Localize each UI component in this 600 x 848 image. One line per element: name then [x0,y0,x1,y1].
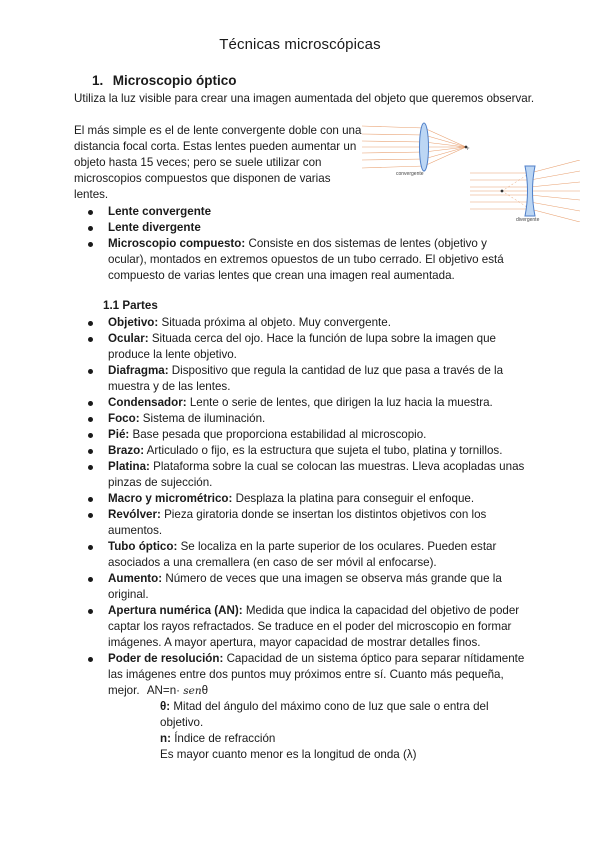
bullet-icon [88,609,93,614]
formula-theta: θ [201,684,209,697]
theta-definition [108,699,534,731]
bullet-icon [88,401,93,406]
item-text: Consiste en dos sistemas de lentes (objetivo y ocular), montados en extremos opuestos de un tubo cerrado. El objetivo está compuesto de varias lentes que crean una imagen real aumentada. [108,237,504,282]
n-text: Índice de refracción [174,732,276,745]
item-text: Situada próxima al objeto. Muy convergente. [161,316,391,329]
page-title: Técnicas microscópicas [219,36,381,53]
bullet-icon [88,433,93,438]
item-text: Desplaza la platina para conseguir el enfoque. [235,492,475,505]
section-1-1-heading: 1.1 Partes [103,299,158,312]
item-text: Pieza giratoria donde se insertan los distintos objetivos con los aumentos. [108,508,487,537]
bullet-icon [88,242,93,247]
item-term: Pié: [108,428,130,441]
item-text: Situada cerca del ojo. Hace la función de lupa sobre la imagen que produce la lente objetivo. [108,332,497,361]
convergent-label: convergente [396,171,424,176]
bullet-icon [88,545,93,550]
item-text: Sistema de iluminación. [142,412,266,425]
item-text: Medida que indica la capacidad del objetivo de poder captar los rayos refractados. Se traduce en el poder del microscopio en formar imágenes. A mayor apertura, mayor capacidad de mostrar detalles finos. [108,604,520,649]
formula-prefix: AN=n· [146,684,180,697]
item-term: Apertura numérica (AN): [108,604,243,617]
item-term: Objetivo: [108,316,159,329]
list-item [84,603,534,651]
formula-function: sen [183,685,202,697]
wavelength-note: Es mayor cuanto menor es la longitud de onda (λ) [160,748,417,761]
bullet-icon [88,337,93,342]
item-term: Brazo: [108,444,145,457]
list-item [84,651,534,763]
list-item [84,443,534,459]
bullet-icon [88,577,93,582]
item-text: Se localiza en la parte superior de los oculares. Pueden estar asociados a una cremallera (en caso de ser móvil al enfocarse). [108,540,497,569]
theta-term: θ: [160,700,171,713]
item-text: Dispositivo que regula la cantidad de luz que pasa a través de la muestra y de las lentes. [108,364,504,393]
section-1-title: Microscopio óptico [112,73,237,88]
item-term: Revólver: [108,508,161,521]
bullet-icon [88,210,93,215]
bullet-icon [88,449,93,454]
item-term: Lente divergente [108,221,201,234]
bullet-icon [88,657,93,662]
item-text: Articulado o fijo, es la estructura que sujeta el tubo, platina y tornillos. [146,444,503,457]
bullet-icon [88,226,93,231]
simple-lens-paragraph: El más simple es el de lente convergente doble con una distancia focal corta. Estas lentes pueden aumentar un objeto hasta 15 veces; pero se suele utilizar con microscopios compuestos que disponen de varias lentes. [74,124,362,201]
item-term: Microscopio compuesto: [108,237,246,250]
item-text: Número de veces que una imagen se observa más grande que la original. [108,572,502,601]
item-term: Macro y micrométrico: [108,492,233,505]
bullet-icon [88,321,93,326]
bullet-icon [88,465,93,470]
theta-text: Mitad del ángulo del máximo cono de luz que sale o entra del objetivo. [160,700,489,729]
bullet-icon [88,369,93,374]
n-term: n: [160,732,171,745]
list-item [84,331,534,363]
item-text: Base pesada que proporciona estabilidad al microscopio. [132,428,427,441]
list-item [84,236,524,284]
list-item [84,395,534,411]
list-item [84,204,524,220]
item-term: Diafragma: [108,364,169,377]
item-text: Capacidad de un sistema óptico para separar nítidamente las imágenes entre dos puntos muy próximos entre sí. Cuanto más pequeña, mejor. [108,652,525,697]
convergent-lens-diagram [362,118,482,176]
list-item [84,363,534,395]
lens-type-list [84,204,524,284]
item-term: Poder de resolución: [108,652,224,665]
item-term: Platina: [108,460,150,473]
list-item [84,427,534,443]
item-term: Aumento: [108,572,163,585]
item-term: Condensador: [108,396,187,409]
list-item [84,315,534,331]
bullet-icon [88,417,93,422]
divergent-label: divergente [516,217,540,222]
svg-text:F: F [467,146,470,151]
list-item [84,459,534,491]
intro-paragraph: Utiliza la luz visible para crear una imagen aumentada del objeto que queremos observar. [74,92,535,105]
list-item [84,411,534,427]
list-item [84,571,534,603]
item-term: Lente convergente [108,205,212,218]
section-1-heading [92,73,237,88]
item-text: Plataforma sobre la cual se colocan las muestras. Lleva acopladas unas pinzas de sujección. [108,460,525,489]
parts-list [84,315,534,763]
item-term: Ocular: [108,332,149,345]
item-text: Lente o serie de lentes, que dirigen la luz hacia la muestra. [189,396,493,409]
numerical-aperture-formula [147,684,208,697]
list-item [84,220,524,236]
bullet-icon [88,497,93,502]
item-term: Foco: [108,412,140,425]
list-item [84,507,534,539]
section-1-number: 1. [92,73,104,88]
list-item [84,539,534,571]
list-item [84,491,534,507]
n-definition [108,731,534,747]
item-term: Tubo óptico: [108,540,178,553]
bullet-icon [88,513,93,518]
